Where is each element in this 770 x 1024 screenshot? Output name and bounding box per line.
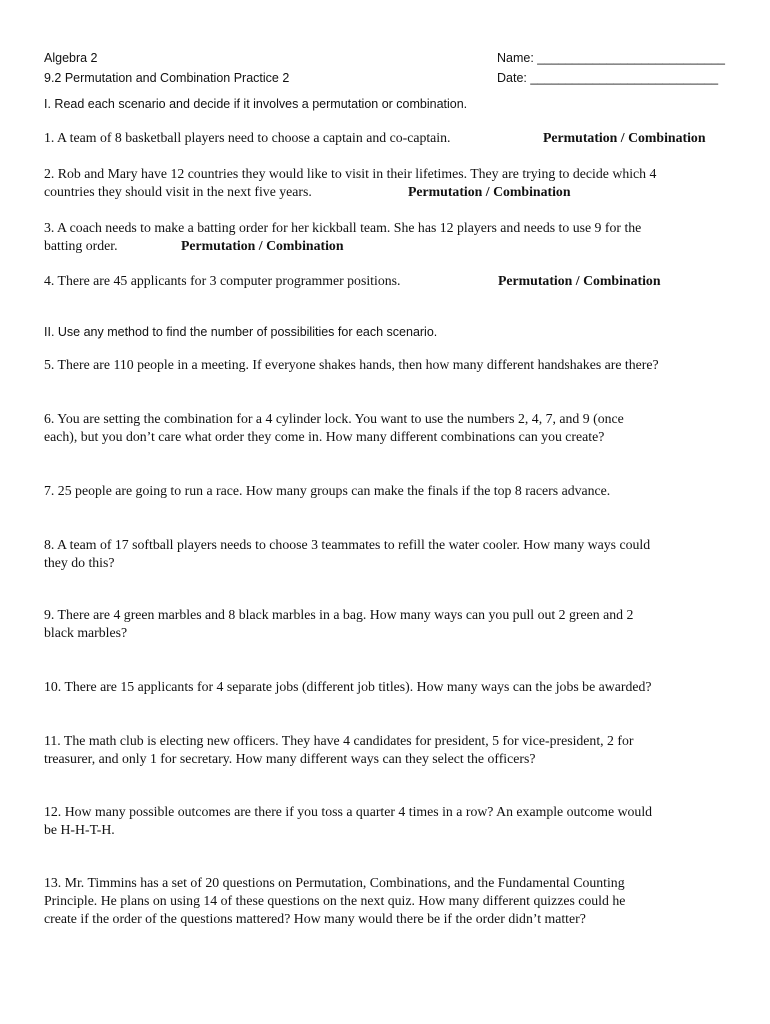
- question-text: 1. A team of 8 basketball players need to choose a captain and co-captain.: [44, 130, 451, 145]
- worksheet-header-right: [497, 48, 725, 88]
- permutation-combination-choice[interactable]: Permutation / Combination: [543, 130, 706, 145]
- question-9: [44, 606, 734, 642]
- worksheet-title: 9.2 Permutation and Combination Practice 2: [44, 71, 290, 85]
- question-6: [44, 410, 734, 446]
- question-1: [44, 129, 734, 147]
- question-text: be H-H-T-H.: [44, 822, 115, 837]
- question-text: Principle. He plans on using 14 of these questions on the next quiz. How many different quizzes could he: [44, 893, 626, 908]
- question-10: [44, 678, 734, 696]
- question-8: [44, 536, 734, 572]
- course-title: Algebra 2: [44, 51, 98, 65]
- question-text: 8. A team of 17 softball players needs to choose 3 teammates to refill the water cooler. How many ways could: [44, 537, 651, 552]
- worksheet-header-left: [44, 48, 289, 88]
- question-text: 7. 25 people are going to run a race. How many groups can make the finals if the top 8 racers advance.: [44, 483, 611, 498]
- permutation-combination-choice[interactable]: Permutation / Combination: [408, 184, 571, 199]
- question-text: each), but you don’t care what order they come in. How many different combinations can you create?: [44, 429, 605, 444]
- question-3: [44, 219, 734, 255]
- permutation-combination-choice[interactable]: Permutation / Combination: [181, 238, 344, 253]
- question-text: 11. The math club is electing new officers. They have 4 candidates for president, 5 for vice-president, 2 for: [44, 733, 634, 748]
- question-text: they do this?: [44, 555, 115, 570]
- question-text: black marbles?: [44, 625, 128, 640]
- question-text: 10. There are 15 applicants for 4 separate jobs (different job titles). How many ways can the jobs be awarded?: [44, 679, 652, 694]
- question-text: 3. A coach needs to make a batting order for her kickball team. She has 12 players and needs to use 9 for the: [44, 220, 642, 235]
- permutation-combination-choice[interactable]: Permutation / Combination: [498, 273, 661, 288]
- name-field[interactable]: Name: ___________________________: [497, 51, 725, 65]
- question-text: treasurer, and only 1 for secretary. How many different ways can they select the officers?: [44, 751, 536, 766]
- question-text: create if the order of the questions mattered? How many would there be if the order didn’t matter?: [44, 911, 586, 926]
- section-2-heading: II. Use any method to find the number of possibilities for each scenario.: [44, 325, 438, 339]
- question-7: [44, 482, 734, 500]
- section-1-heading: I. Read each scenario and decide if it involves a permutation or combination.: [44, 97, 468, 111]
- question-text: 9. There are 4 green marbles and 8 black marbles in a bag. How many ways can you pull out 2 green and 2: [44, 607, 634, 622]
- question-text: 4. There are 45 applicants for 3 computer programmer positions.: [44, 273, 401, 288]
- question-text: 6. You are setting the combination for a 4 cylinder lock. You want to use the numbers 2, 4, 7, and 9 (once: [44, 411, 624, 426]
- question-text: 2. Rob and Mary have 12 countries they would like to visit in their lifetimes. They are trying to decide which 4: [44, 166, 657, 181]
- question-13: [44, 874, 734, 928]
- question-text: 5. There are 110 people in a meeting. If everyone shakes hands, then how many different handshakes are there?: [44, 357, 659, 372]
- question-12: [44, 803, 734, 839]
- question-text: batting order.: [44, 238, 118, 253]
- question-11: [44, 732, 734, 768]
- question-text: 12. How many possible outcomes are there if you toss a quarter 4 times in a row? An example outcome would: [44, 804, 653, 819]
- question-4: [44, 272, 734, 290]
- date-field[interactable]: Date: ___________________________: [497, 71, 719, 85]
- question-2: [44, 165, 734, 201]
- question-text: countries they should visit in the next five years.: [44, 184, 312, 199]
- question-5: [44, 356, 734, 374]
- question-text: 13. Mr. Timmins has a set of 20 questions on Permutation, Combinations, and the Fundamental Counting: [44, 875, 625, 890]
